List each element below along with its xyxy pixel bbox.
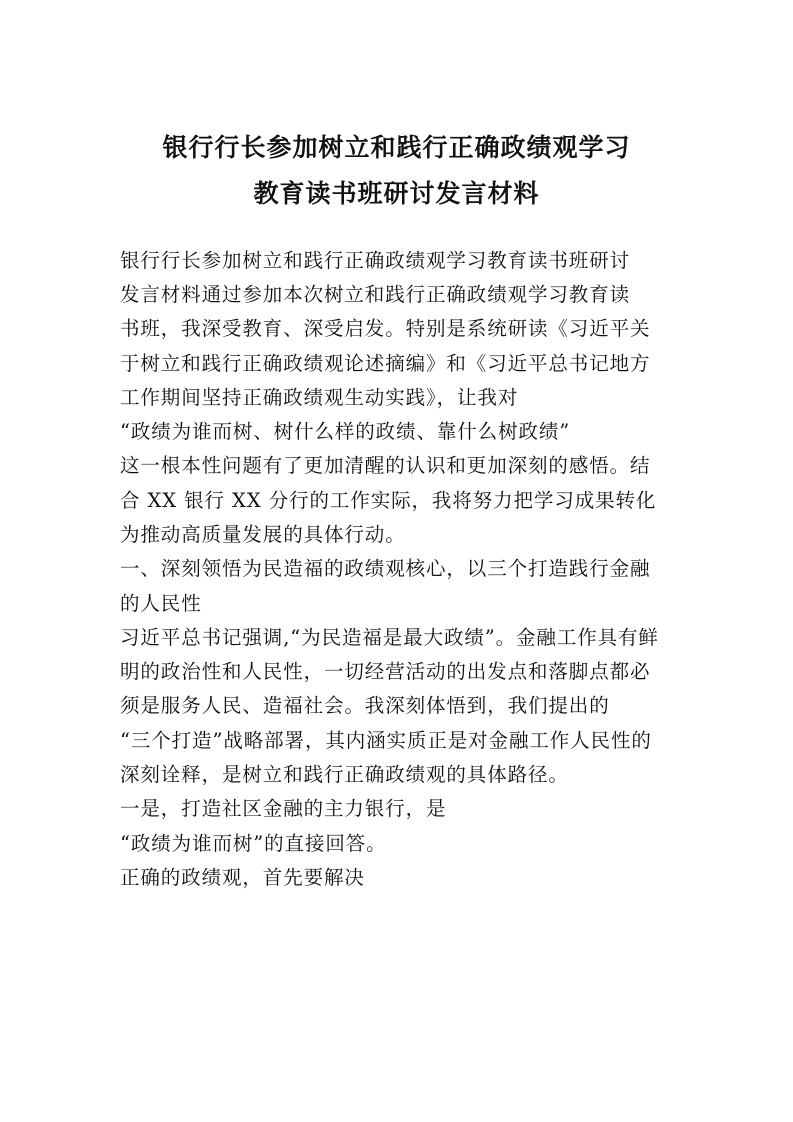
body-line: 深刻诠释，是树立和践行正确政绩观的具体路径。 — [120, 763, 569, 786]
section-heading-line: 一、深刻领悟为民造福的政绩观核心，以三个打造践行金融 — [120, 557, 651, 580]
document-title-line-1: 银行行长参加树立和践行正确政绩观学习 — [162, 133, 631, 162]
body-line: 书班，我深受教育、深受启发。特别是系统研读《习近平关 — [120, 317, 651, 340]
body-line: 一是，打造社区金融的主力银行，是 — [120, 797, 447, 820]
body-line: 合 XX 银行 XX 分行的工作实际，我将努力把学习成果转化 — [120, 489, 657, 512]
body-line: 工作期间坚持正确政绩观生动实践》，让我对 — [120, 386, 519, 409]
body-line: 习近平总书记强调,“为民造福是最大政绩”。金融工作具有鲜 — [120, 626, 659, 649]
document-title-line-2: 教育读书班研讨发言材料 — [253, 179, 540, 208]
body-line: 于树立和践行正确政绩观论述摘编》和《习近平总书记地方 — [120, 352, 651, 375]
body-line: 发言材料通过参加本次树立和践行正确政绩观学习教育读 — [120, 283, 631, 306]
body-line: 须是服务人民、造福社会。我深刻体悟到，我们提出的 — [120, 694, 610, 717]
section-heading-line: 的人民性 — [120, 592, 202, 615]
body-line: 明的政治性和人民性，一切经营活动的出发点和落脚点都必 — [120, 660, 651, 683]
body-line: “三个打造”战略部署，其内涵实质正是对金融工作人民性的 — [120, 729, 652, 752]
body-line: “政绩为谁而树、树什么样的政绩、靠什么树政绩” — [120, 420, 571, 443]
body-line: 这一根本性问题有了更加清醒的认识和更加深刻的感悟。结 — [120, 454, 651, 477]
body-line: 银行行长参加树立和践行正确政绩观学习教育读书班研讨 — [120, 249, 631, 272]
body-line: “政绩为谁而树”的直接回答。 — [120, 832, 387, 855]
body-line: 为推动高质量发展的具体行动。 — [120, 523, 406, 546]
body-line: 正确的政绩观，首先要解决 — [120, 866, 365, 889]
